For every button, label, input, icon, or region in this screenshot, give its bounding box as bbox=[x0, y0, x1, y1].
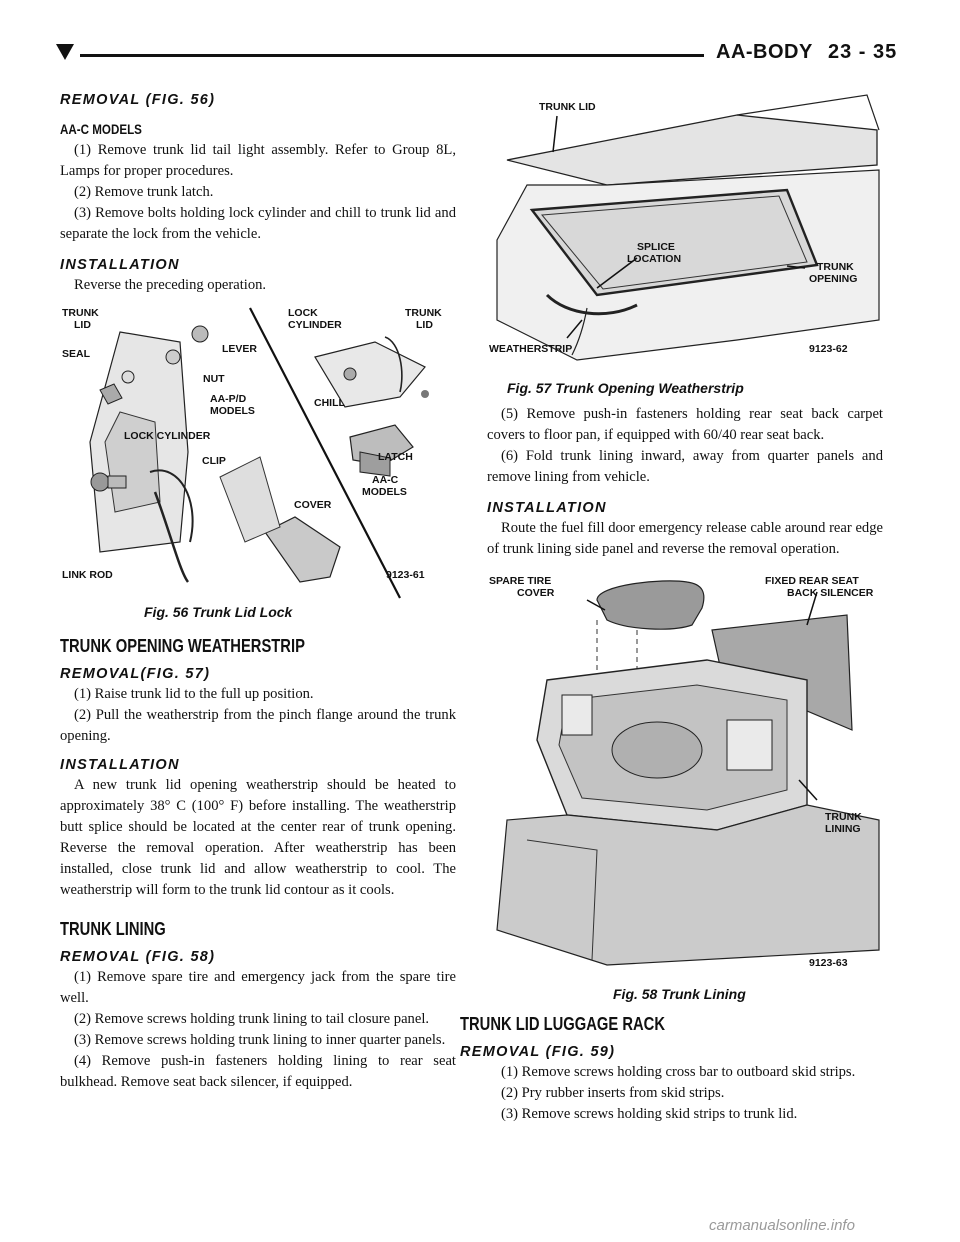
rack-removal-heading: REMOVAL (FIG. 59) bbox=[460, 1044, 616, 1060]
label-trunk-lid: LID bbox=[74, 319, 91, 331]
weatherstrip-installation-heading: INSTALLATION bbox=[60, 757, 180, 773]
weatherstrip-installation-text: A new trunk lid opening weatherstrip should be heated to approximately 38° C (100° F) before installing. The weatherstrip butt splice should be located at the center rear of trunk opening. Reverse the removal operation. After weatherstrip has been installed, close trunk lid and allow weatherstrip to cool. The weatherstrip will form to the trunk lid contour as it cools. bbox=[60, 777, 456, 898]
rack-removal-step: (3) Remove screws holding skid strips to trunk lid. bbox=[501, 1106, 798, 1122]
label-nut: NUT bbox=[203, 373, 225, 385]
lining-removal-step: (5) Remove push-in fasteners holding rear seat back carpet covers to floor pan, if equipped with 60/40 rear seat back. bbox=[487, 406, 883, 443]
label-trunk-lid: TRUNK LID bbox=[539, 101, 596, 113]
removal-step: (1) Remove trunk lid tail light assembly. Refer to Group 8L, Lamps for proper procedures. bbox=[60, 142, 456, 179]
installation-heading: INSTALLATION bbox=[60, 257, 180, 273]
figure-code: 9123-61 bbox=[386, 569, 425, 581]
label-trunk-lining: LINING bbox=[825, 823, 861, 835]
removal-heading: REMOVAL (FIG. 56) bbox=[60, 92, 216, 108]
header-triangle-icon bbox=[56, 44, 74, 60]
removal-step: (3) Remove bolts holding lock cylinder and chill to trunk lid and separate the lock from the vehicle. bbox=[60, 205, 456, 242]
lining-removal-step: (3) Remove screws holding trunk lining to inner quarter panels. bbox=[74, 1032, 446, 1048]
label-trunk-lining: TRUNK bbox=[825, 811, 862, 823]
section-heading-luggage-rack: TRUNK LID LUGGAGE RACK bbox=[460, 1014, 665, 1034]
rack-removal-step: (2) Pry rubber inserts from skid strips. bbox=[501, 1085, 725, 1101]
label-clip: CLIP bbox=[202, 455, 226, 467]
page-number: 23 - 35 bbox=[828, 41, 898, 63]
trunk-lining-illustration bbox=[487, 570, 883, 984]
installation-text: Reverse the preceding operation. bbox=[74, 277, 267, 293]
label-fixed-rear-seat: FIXED REAR SEAT bbox=[765, 575, 859, 587]
label-seal: SEAL bbox=[62, 348, 91, 360]
label-cover: COVER bbox=[294, 499, 332, 511]
label-latch: LATCH bbox=[378, 451, 413, 463]
weatherstrip-removal-step: (1) Raise trunk lid to the full up position. bbox=[74, 686, 314, 702]
section-title: AA-BODY bbox=[716, 41, 813, 63]
lining-installation-heading: INSTALLATION bbox=[487, 500, 607, 516]
label-spare-tire-cover: SPARE TIRE bbox=[489, 575, 552, 587]
models-heading: AA-C MODELS bbox=[60, 122, 142, 137]
lining-removal-step: (4) Remove push-in fasteners holding lining to rear seat bulkhead. Remove seat back silencer, if equipped. bbox=[60, 1053, 456, 1090]
figure-58 bbox=[487, 570, 883, 1004]
figure-code: 9123-62 bbox=[809, 343, 848, 355]
weatherstrip-removal-heading: REMOVAL(FIG. 57) bbox=[60, 666, 211, 682]
label-aa-pd-models: AA-P/D bbox=[210, 393, 247, 405]
figure-caption: Fig. 58 Trunk Lining bbox=[613, 986, 746, 1002]
lining-installation-text: Route the fuel fill door emergency release cable around rear edge of trunk lining side panel and reverse the removal operation. bbox=[487, 520, 883, 557]
trunk-lid-lock-illustration bbox=[60, 302, 456, 602]
lining-removal-step: (2) Remove screws holding trunk lining to tail closure panel. bbox=[74, 1011, 430, 1027]
header-rule bbox=[80, 54, 704, 57]
figure-caption: Fig. 56 Trunk Lid Lock bbox=[144, 604, 293, 620]
label-splice-location: SPLICE bbox=[637, 241, 675, 253]
figure-56 bbox=[60, 302, 456, 622]
removal-step: (2) Remove trunk latch. bbox=[74, 184, 214, 200]
label-aa-c-models: MODELS bbox=[362, 486, 407, 498]
label-trunk-opening: TRUNK bbox=[817, 261, 854, 273]
label-spare-tire-cover: COVER bbox=[517, 587, 555, 599]
label-fixed-rear-seat: BACK SILENCER bbox=[787, 587, 874, 599]
lining-removal-heading: REMOVAL (FIG. 58) bbox=[60, 949, 216, 965]
label-link-rod: LINK ROD bbox=[62, 569, 113, 581]
label-aa-c-models: AA-C bbox=[372, 474, 399, 486]
lining-removal-step: (1) Remove spare tire and emergency jack from the spare tire well. bbox=[60, 969, 456, 1006]
section-heading-lining: TRUNK LINING bbox=[60, 919, 166, 939]
label-lock-cylinder: LOCK CYLINDER bbox=[124, 430, 211, 442]
label-trunk-opening: OPENING bbox=[809, 273, 858, 285]
watermark: carmanualsonline.info bbox=[709, 1217, 855, 1234]
figure-caption: Fig. 57 Trunk Opening Weatherstrip bbox=[507, 380, 744, 396]
label-lock-cylinder-right: LOCK bbox=[288, 307, 318, 319]
label-chill: CHILL bbox=[314, 397, 345, 409]
right-column bbox=[460, 90, 883, 1125]
label-lever: LEVER bbox=[222, 343, 258, 355]
rack-removal-step: (1) Remove screws holding cross bar to outboard skid strips. bbox=[501, 1064, 856, 1080]
label-lock-cylinder-right: CYLINDER bbox=[288, 319, 342, 331]
label-trunk-lid-right: TRUNK bbox=[405, 307, 442, 319]
section-heading-weatherstrip: TRUNK OPENING WEATHERSTRIP bbox=[60, 636, 305, 656]
label-trunk-lid: TRUNK bbox=[62, 307, 99, 319]
label-splice-location: LOCATION bbox=[627, 253, 682, 265]
left-column bbox=[60, 90, 456, 1093]
label-weatherstrip: WEATHERSTRIP bbox=[489, 343, 573, 355]
label-trunk-lid-right: LID bbox=[416, 319, 433, 331]
trunk-opening-weatherstrip-illustration bbox=[487, 90, 883, 378]
lining-removal-step: (6) Fold trunk lining inward, away from quarter panels and remove lining from vehicle. bbox=[487, 448, 883, 485]
figure-57 bbox=[487, 90, 883, 398]
figure-code: 9123-63 bbox=[809, 957, 848, 969]
weatherstrip-removal-step: (2) Pull the weatherstrip from the pinch flange around the trunk opening. bbox=[60, 707, 456, 744]
label-aa-pd-models: MODELS bbox=[210, 405, 255, 417]
